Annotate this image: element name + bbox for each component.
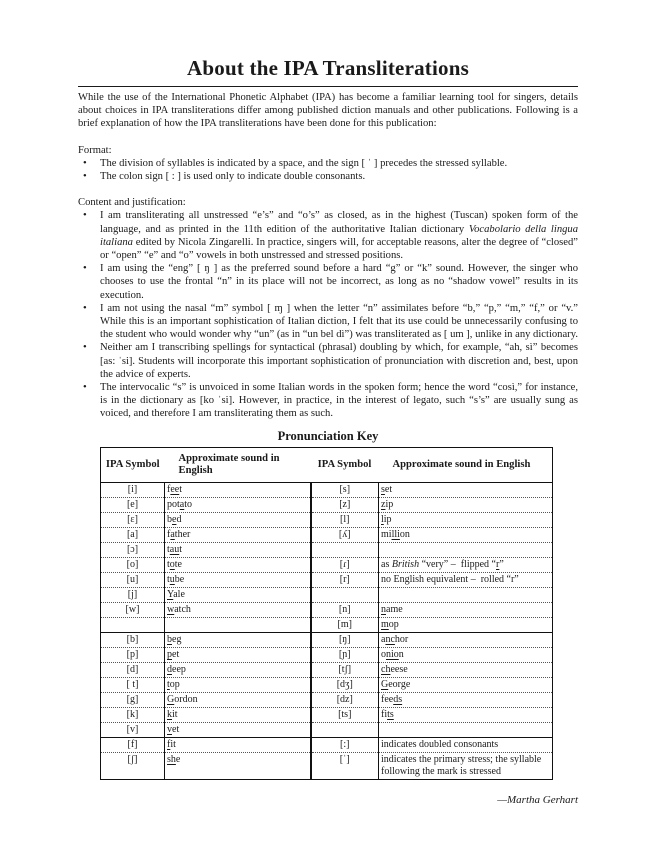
sound-cell	[165, 647, 311, 662]
text-segment: ip	[383, 513, 392, 525]
table-row	[101, 572, 553, 587]
text-segment: “very” – flipped “	[419, 558, 496, 570]
text-segment: e	[172, 513, 177, 525]
sound-cell	[165, 587, 311, 602]
bullet-text	[100, 341, 578, 381]
text-segment: k	[167, 708, 172, 720]
text-segment: to	[184, 498, 193, 510]
text-segment: t	[179, 483, 183, 495]
text-segment: mi	[381, 528, 392, 540]
text-segment: et	[172, 648, 180, 660]
sound-cell	[379, 707, 553, 722]
ipa-symbol-cell: [f]	[101, 737, 165, 752]
pronunciation-key-table	[100, 447, 553, 780]
sound-cell	[165, 677, 311, 692]
text-segment: edited by Nicola Zingarelli. In practice, singers will, for acceptable reasons, alter the degree of “closed” or “open” “e” and “o” vowels in both unstressed and stressed positions.	[100, 236, 578, 262]
text-segment: n	[381, 603, 386, 615]
text-segment: it	[172, 708, 178, 720]
ipa-symbol-cell: [l]	[311, 512, 379, 527]
page-title: About the IPA Transliterations	[187, 56, 469, 80]
text-segment: n	[398, 648, 404, 660]
text-segment: ts	[387, 708, 394, 720]
sound-cell	[379, 542, 553, 557]
sound-cell	[165, 662, 311, 677]
table-row	[101, 692, 553, 707]
ipa-symbol-cell: [k]	[101, 707, 165, 722]
table-row	[101, 662, 553, 677]
sound-cell	[165, 497, 311, 512]
ipa-symbol-cell: [tʃ]	[311, 662, 379, 677]
bullet-text	[100, 262, 578, 302]
ipa-symbol-cell: [a]	[101, 527, 165, 542]
ipa-symbol-cell: [ɔ]	[101, 542, 165, 557]
bullet-item	[78, 157, 578, 170]
ipa-symbol-cell: [o]	[101, 557, 165, 572]
page-content	[78, 56, 578, 806]
bullet-marker: •	[83, 263, 87, 275]
author-signature: —Martha Gerhart	[497, 793, 578, 806]
ipa-symbol-cell: [:]	[311, 737, 379, 752]
bullet-item	[78, 381, 578, 421]
text-segment: nio	[386, 648, 399, 660]
text-segment: et	[172, 723, 180, 735]
text-segment: The colon sign [ : ] is used only to indicate double consonants.	[100, 171, 366, 183]
bullet-item	[78, 170, 578, 183]
text-segment: pot	[167, 498, 180, 510]
text-segment: a	[381, 633, 386, 645]
sound-cell	[379, 587, 553, 602]
ipa-symbol-cell	[101, 617, 165, 632]
sound-cell	[379, 617, 553, 632]
table-row	[101, 587, 553, 602]
ipa-symbol-cell: [ʎ]	[311, 527, 379, 542]
bullet-marker: •	[83, 157, 87, 169]
ipa-symbol-cell: [w]	[101, 602, 165, 617]
table-header-cell: IPA Symbol	[101, 447, 165, 482]
text-segment: ordon	[174, 693, 198, 705]
table-row	[101, 737, 553, 752]
ipa-symbol-cell	[311, 542, 379, 557]
text-segment: t	[167, 678, 170, 690]
sound-cell	[165, 752, 311, 779]
sound-cell	[165, 527, 311, 542]
ipa-symbol-cell: [ts]	[311, 707, 379, 722]
text-segment: indicates the primary stress; the syllable following the mark is stressed	[381, 753, 544, 777]
bullet-marker: •	[83, 171, 87, 183]
text-segment: ch	[381, 663, 391, 675]
format-heading: Format:	[78, 144, 112, 156]
sound-cell	[165, 572, 311, 587]
text-segment: ee	[170, 483, 180, 495]
sound-cell	[165, 692, 311, 707]
text-segment: ds	[393, 693, 403, 705]
table-row	[101, 647, 553, 662]
text-segment: British	[391, 558, 420, 570]
sound-cell	[379, 647, 553, 662]
sound-cell	[379, 677, 553, 692]
text-segment: ”	[499, 558, 504, 570]
bullet-marker: •	[83, 302, 87, 314]
text-segment: lli	[391, 528, 400, 540]
ipa-symbol-cell: [m]	[311, 617, 379, 632]
text-segment: fi	[381, 708, 388, 720]
text-segment: eg	[172, 633, 182, 645]
text-segment: o	[381, 648, 386, 660]
sound-cell	[165, 632, 311, 647]
bullet-item	[78, 262, 578, 302]
bullet-item	[78, 209, 578, 262]
table-header-row	[101, 447, 553, 482]
sound-cell	[379, 752, 553, 779]
ipa-symbol-cell: [r]	[311, 572, 379, 587]
sound-cell	[379, 497, 553, 512]
text-segment: no English equivalent – rolled “r”	[381, 573, 519, 585]
table-row	[101, 722, 553, 737]
ipa-symbol-cell: [ɛ]	[101, 512, 165, 527]
text-segment: ale	[173, 588, 185, 600]
text-segment: op	[169, 678, 180, 690]
content-bullet-list	[78, 209, 578, 420]
intro-paragraph	[78, 91, 578, 131]
table-row	[101, 677, 553, 692]
sound-cell	[165, 542, 311, 557]
text-segment: I am using the “eng” [ ŋ ] as the preferred sound before a hard “g” or “k” sound. However, the singer who chooses to use the frontal “n” in its place will not be incorrect, as long as no “shadow vowel” results in its execution.	[100, 263, 578, 301]
table-row	[101, 527, 553, 542]
text-segment: ip	[385, 498, 394, 510]
ipa-symbol-cell: [g]	[101, 692, 165, 707]
text-segment: While the use of the International Phonetic Alphabet (IPA) has become a familiar learning tool for singers, details about choices in IPA transliterations differ among published diction manuals and other publications. Following is a brief explanation of how the IPA transliterations have been done for this publication:	[78, 92, 578, 130]
ipa-symbol-cell: [p]	[101, 647, 165, 662]
text-segment: nc	[385, 633, 395, 645]
ipa-symbol-cell: [ˈ]	[311, 752, 379, 779]
text-segment: a	[170, 528, 175, 540]
text-segment: I am transliterating all unstressed “e’s” and “o’s” as closed, as in the highest (Tuscan) spoken form of the language, and as printed in the 11th edition of the authoritative Italian dictionary	[100, 210, 578, 235]
text-segment: au	[169, 543, 180, 555]
bullet-marker: •	[83, 210, 87, 222]
ipa-symbol-cell: [ɲ]	[311, 647, 379, 662]
table-row	[101, 632, 553, 647]
text-segment: d	[176, 513, 182, 525]
pronunciation-key-title: Pronunciation Key	[277, 428, 379, 443]
ipa-symbol-cell: [j]	[101, 587, 165, 602]
text-segment: sh	[167, 753, 176, 765]
text-segment: f	[167, 483, 171, 495]
text-segment: op	[388, 618, 399, 630]
table-header-cell: Approximate sound in English	[379, 447, 553, 482]
text-segment: ame	[386, 603, 403, 615]
ipa-symbol-cell: [u]	[101, 572, 165, 587]
ipa-symbol-cell: [s]	[311, 482, 379, 497]
text-segment: d	[167, 663, 172, 675]
sound-cell	[165, 602, 311, 617]
sound-cell	[379, 737, 553, 752]
text-segment: b	[167, 513, 172, 525]
sound-cell	[165, 707, 311, 722]
table-row	[101, 752, 553, 779]
sound-cell	[379, 722, 553, 737]
sound-cell	[165, 737, 311, 752]
text-segment: eep	[172, 663, 186, 675]
text-segment: t	[167, 573, 170, 585]
text-segment: fee	[381, 693, 394, 705]
sound-cell	[379, 512, 553, 527]
table-row	[101, 617, 553, 632]
text-segment: Vocabolario della lingua italiana	[100, 223, 579, 248]
ipa-symbol-cell: [e]	[101, 497, 165, 512]
sound-cell	[379, 632, 553, 647]
text-segment: z	[381, 498, 386, 510]
bullet-marker: •	[83, 342, 87, 354]
ipa-symbol-cell: [ŋ]	[311, 632, 379, 647]
ipa-symbol-cell: [n]	[311, 602, 379, 617]
text-segment: eese	[390, 663, 408, 675]
text-segment: Y	[167, 588, 174, 600]
ipa-symbol-cell: [v]	[101, 722, 165, 737]
table-header-cell: IPA Symbol	[311, 447, 379, 482]
sound-cell	[165, 617, 311, 632]
bullet-item	[78, 302, 578, 342]
table-header-cell: Approximate sound in English	[165, 447, 311, 482]
text-segment: The division of syllables is indicated by a space, and the sign [ ˈ ] precedes the stressed syllable.	[100, 157, 508, 169]
sound-cell	[379, 602, 553, 617]
text-segment: m	[381, 618, 389, 630]
text-segment: s	[381, 483, 385, 495]
format-bullet-list	[78, 157, 578, 183]
bullet-text	[100, 302, 578, 342]
sound-cell	[165, 482, 311, 497]
bullet-text	[100, 170, 578, 183]
text-segment: t	[167, 543, 170, 555]
table-row	[101, 542, 553, 557]
text-segment: w	[167, 603, 175, 615]
sound-cell	[379, 482, 553, 497]
text-segment: te	[174, 558, 182, 570]
bullet-text	[100, 381, 578, 421]
sound-cell	[165, 722, 311, 737]
text-segment: u	[169, 573, 175, 585]
ipa-symbol-cell: [ʃ]	[101, 752, 165, 779]
table-row	[101, 557, 553, 572]
text-segment: f	[167, 528, 171, 540]
ipa-symbol-cell	[311, 722, 379, 737]
bullet-item	[78, 341, 578, 381]
ipa-symbol-cell: [dʒ]	[311, 677, 379, 692]
sound-cell	[379, 557, 553, 572]
ipa-symbol-cell	[311, 587, 379, 602]
bullet-marker: •	[83, 382, 87, 394]
text-segment: The intervocalic “s” is unvoiced in some Italian words in the spoken form; hence the word “così,” for instance, is in the dictionary as [ko ˈsi]. However, in practice, in the interest of legato, such “s’s” are usually sung as voiced, and therefore I am transliterating them as such.	[100, 382, 578, 420]
sound-cell	[379, 572, 553, 587]
table-row	[101, 707, 553, 722]
table-row	[101, 497, 553, 512]
text-segment: t	[167, 558, 170, 570]
ipa-symbol-cell: [ɾ]	[311, 557, 379, 572]
text-segment: f	[167, 738, 171, 750]
table-row	[101, 482, 553, 497]
text-segment: t	[179, 543, 183, 555]
text-segment: as	[381, 558, 392, 570]
bullet-text	[100, 157, 578, 170]
text-segment: o	[169, 558, 175, 570]
text-segment: b	[167, 633, 172, 645]
text-segment: atch	[174, 603, 191, 615]
sound-cell	[165, 512, 311, 527]
ipa-symbol-cell: [dz]	[311, 692, 379, 707]
text-segment: G	[381, 678, 389, 690]
text-segment: it	[170, 738, 176, 750]
text-segment: be	[174, 573, 185, 585]
bullet-text	[100, 209, 578, 262]
text-segment: l	[381, 513, 384, 525]
text-segment: r	[496, 558, 500, 570]
title-rule	[78, 86, 578, 87]
text-segment: indicates doubled consonants	[381, 738, 499, 750]
text-segment: p	[167, 648, 172, 660]
table-row	[101, 512, 553, 527]
text-segment: v	[167, 723, 172, 735]
text-segment: Neither am I transcribing spellings for syntactical (phrasal) doubling by which, for example, “ah, sì” becomes [as: ˈsi]. Students will incorporate this important sophistication of pronunciation with discretion and, best, upon the advice of experts.	[100, 342, 578, 380]
ipa-symbol-cell: [d]	[101, 662, 165, 677]
table-row	[101, 602, 553, 617]
ipa-symbol-cell: [ t]	[101, 677, 165, 692]
sound-cell	[379, 692, 553, 707]
text-segment: eorge	[388, 678, 411, 690]
text-segment: I am not using the nasal “m” symbol [ ɱ ] when the letter “n” assimilates before “b,” “p,” “m,” “f,” or “v.” While this is an important sophistication of Italian diction, I felt that its use could be unnecessarily confusing to the student who would wonder why “un” (as in “un bel dì”) was transliterated as [ um ], unlike in any dictionary.	[100, 302, 578, 341]
ipa-symbol-cell: [z]	[311, 497, 379, 512]
text-segment: a	[179, 498, 185, 510]
sound-cell	[165, 557, 311, 572]
text-segment: e	[175, 753, 181, 765]
text-segment: et	[384, 483, 393, 495]
text-segment: on	[399, 528, 410, 540]
text-segment: G	[167, 693, 175, 705]
content-heading: Content and justification:	[78, 197, 186, 209]
text-segment: hor	[394, 633, 409, 645]
ipa-symbol-cell: [b]	[101, 632, 165, 647]
text-segment: ther	[174, 528, 191, 540]
sound-cell	[379, 527, 553, 542]
sound-cell	[379, 662, 553, 677]
ipa-symbol-cell: [i]	[127, 483, 138, 495]
